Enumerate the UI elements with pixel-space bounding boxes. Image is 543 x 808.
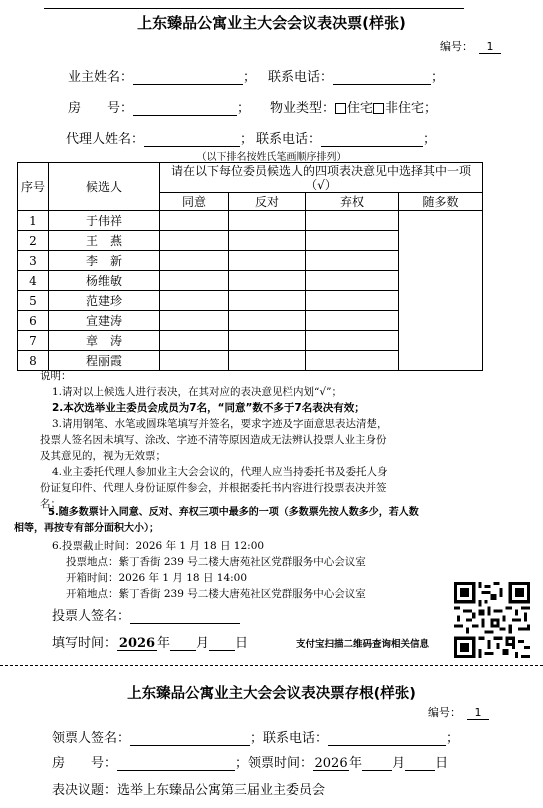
- note-6: 6.投票截止时间：2026 年 1 月 18 日 12:00 投票地点：紫丁香街 239 号二楼大唐苑社区党群服务中心会议室 开箱时间：2026 年 1 月 18 日 14:00 开箱地点：紫丁香街 239 号二楼大唐苑社区党群服务中心会议室: [52, 540, 366, 600]
- note-5: 5.随多数票计入同意、反对、弃权三项中最多的一项（多数票先按人数多少，若人数 相等，再按专有部分面积大小）；: [14, 507, 419, 534]
- signer-field[interactable]: [130, 609, 240, 624]
- tear-line: [0, 665, 543, 666]
- ballot-serial-value: 1: [479, 40, 501, 54]
- fill-year-field[interactable]: 2026: [118, 636, 156, 651]
- room-row: 房 号： ；: [68, 101, 251, 116]
- stub-topic: 表决议题：选举上东臻品公寓第三届业主委员会: [52, 783, 326, 798]
- agree-cell[interactable]: [160, 291, 229, 311]
- stub-day-field[interactable]: [405, 756, 435, 771]
- row-number: 4: [18, 271, 49, 291]
- owner-name-field[interactable]: [133, 70, 243, 85]
- abstain-cell[interactable]: [306, 211, 399, 231]
- agree-cell[interactable]: [160, 251, 229, 271]
- candidate-name: 于伟祥: [49, 211, 160, 231]
- note-3-end: 及其意见的，视为无效票；: [40, 450, 166, 462]
- residential-checkbox[interactable]: [335, 103, 346, 114]
- stub-room-row: 房 号： ；领票时间：2026年 月 日: [52, 756, 449, 771]
- note-3: 3.请用钢笔、水笔或圆珠笔填写并签名，要求字迹及字面意思表达清楚，: [52, 418, 388, 430]
- row-number: 1: [18, 211, 49, 231]
- agent-contact-row: 联系电话： ；: [256, 132, 437, 147]
- fill-month-field[interactable]: [170, 636, 196, 651]
- qr-code-icon: [454, 582, 530, 658]
- candidate-name: 程丽霞: [49, 351, 160, 371]
- abstain-cell[interactable]: [306, 231, 399, 251]
- instruction-header: 请在以下每位委员候选人的四项表决意见中选择其中一项（√）: [160, 163, 483, 193]
- oppose-header: 反对: [229, 193, 306, 211]
- stub-serial-value: 1: [467, 706, 489, 720]
- stub-month-field[interactable]: [362, 756, 392, 771]
- stub-room-field[interactable]: [117, 756, 235, 771]
- owner-contact-field[interactable]: [333, 70, 431, 85]
- oppose-cell[interactable]: [229, 271, 306, 291]
- ballot-serial: 编号： 1: [440, 38, 501, 54]
- follow-majority-cell[interactable]: [399, 211, 483, 371]
- abstain-cell[interactable]: [306, 311, 399, 331]
- stub-contact-field[interactable]: [328, 731, 446, 746]
- table-row: [18, 211, 483, 231]
- oppose-cell[interactable]: [229, 331, 306, 351]
- stub-receiver-field[interactable]: [130, 731, 250, 746]
- vote-table: [17, 162, 483, 371]
- owner-contact-row: 联系电话： ；: [268, 70, 445, 85]
- fill-day-field[interactable]: [209, 636, 235, 651]
- note-3-cont: 投票人签名因未填写、涂改、字迹不清等原因造成无法辨认投票人业主身份: [40, 434, 387, 446]
- stub-receiver-row: 领票人签名： ；联系电话： ；: [52, 731, 460, 746]
- note-4-end: 名；: [40, 498, 61, 510]
- abstain-cell[interactable]: [306, 271, 399, 291]
- row-number: 7: [18, 331, 49, 351]
- stub-title: 上东臻品公寓业主大会会议表决票存根(样张): [127, 686, 416, 702]
- abstain-cell[interactable]: [306, 291, 399, 311]
- notes-heading: 说明：: [40, 370, 72, 382]
- owner-name-row: 业主姓名： ；: [68, 70, 257, 85]
- candidate-name: 范建珍: [49, 291, 160, 311]
- row-number: 5: [18, 291, 49, 311]
- abstain-header: 弃权: [306, 193, 399, 211]
- signer-row: 投票人签名：: [52, 605, 240, 624]
- oppose-cell[interactable]: [229, 211, 306, 231]
- note-2: 2.本次选举业主委员会成员为7名，“同意”数不多于7名表决有效；: [52, 402, 365, 414]
- row-number: 2: [18, 231, 49, 251]
- oppose-cell[interactable]: [229, 291, 306, 311]
- agree-cell[interactable]: [160, 331, 229, 351]
- non-residential-checkbox[interactable]: [373, 103, 384, 114]
- stub-year-field[interactable]: 2026: [314, 756, 348, 771]
- notes-section: [40, 368, 510, 512]
- property-type-row: 物业类型： 住宅 非住宅；: [270, 101, 438, 116]
- candidate-name: 李 新: [49, 251, 160, 271]
- agree-cell[interactable]: [160, 211, 229, 231]
- agree-cell[interactable]: [160, 271, 229, 291]
- candidate-header: 候选人: [49, 163, 160, 211]
- note-4: 4.业主委托代理人参加业主大会会议的，代理人应当持委托书及委托人身: [52, 466, 388, 478]
- row-number: 8: [18, 351, 49, 371]
- ballot-title: 上东臻品公寓业主大会会议表决票(样张): [137, 14, 406, 32]
- top-rule: [44, 8, 464, 9]
- candidate-name: 杨维敏: [49, 271, 160, 291]
- fill-time-row: 填写时间： 2026 年 月 日: [52, 636, 249, 651]
- seq-header: 序号: [18, 163, 49, 211]
- candidate-name: 王 燕: [49, 231, 160, 251]
- row-number: 6: [18, 311, 49, 331]
- candidate-name: 宣建涛: [49, 311, 160, 331]
- abstain-cell[interactable]: [306, 331, 399, 351]
- stub-serial: 编号： 1: [428, 704, 489, 720]
- note-1: 1.请对以上候选人进行表决，在其对应的表决意见栏内划“√”；: [52, 386, 342, 398]
- room-field[interactable]: [133, 101, 237, 116]
- oppose-cell[interactable]: [229, 311, 306, 331]
- order-note: （以下排名按姓氏笔画顺序排列）: [196, 152, 347, 163]
- candidate-name: 章 涛: [49, 331, 160, 351]
- agree-header: 同意: [160, 193, 229, 211]
- oppose-cell[interactable]: [229, 251, 306, 271]
- abstain-cell[interactable]: [306, 251, 399, 271]
- agent-name-field[interactable]: [144, 132, 240, 147]
- row-number: 3: [18, 251, 49, 271]
- agent-name-row: 代理人姓名： ；: [66, 132, 254, 147]
- agree-cell[interactable]: [160, 231, 229, 251]
- agent-contact-field[interactable]: [321, 132, 423, 147]
- oppose-cell[interactable]: [229, 231, 306, 251]
- agree-cell[interactable]: [160, 311, 229, 331]
- qr-caption: 支付宝扫描二维码查询相关信息: [296, 639, 430, 650]
- follow-majority-header: 随多数: [399, 193, 483, 211]
- note-4-cont: 份证复印件、代理人身份证原件参会，并根据委托书内容进行投票表决并签: [40, 482, 387, 494]
